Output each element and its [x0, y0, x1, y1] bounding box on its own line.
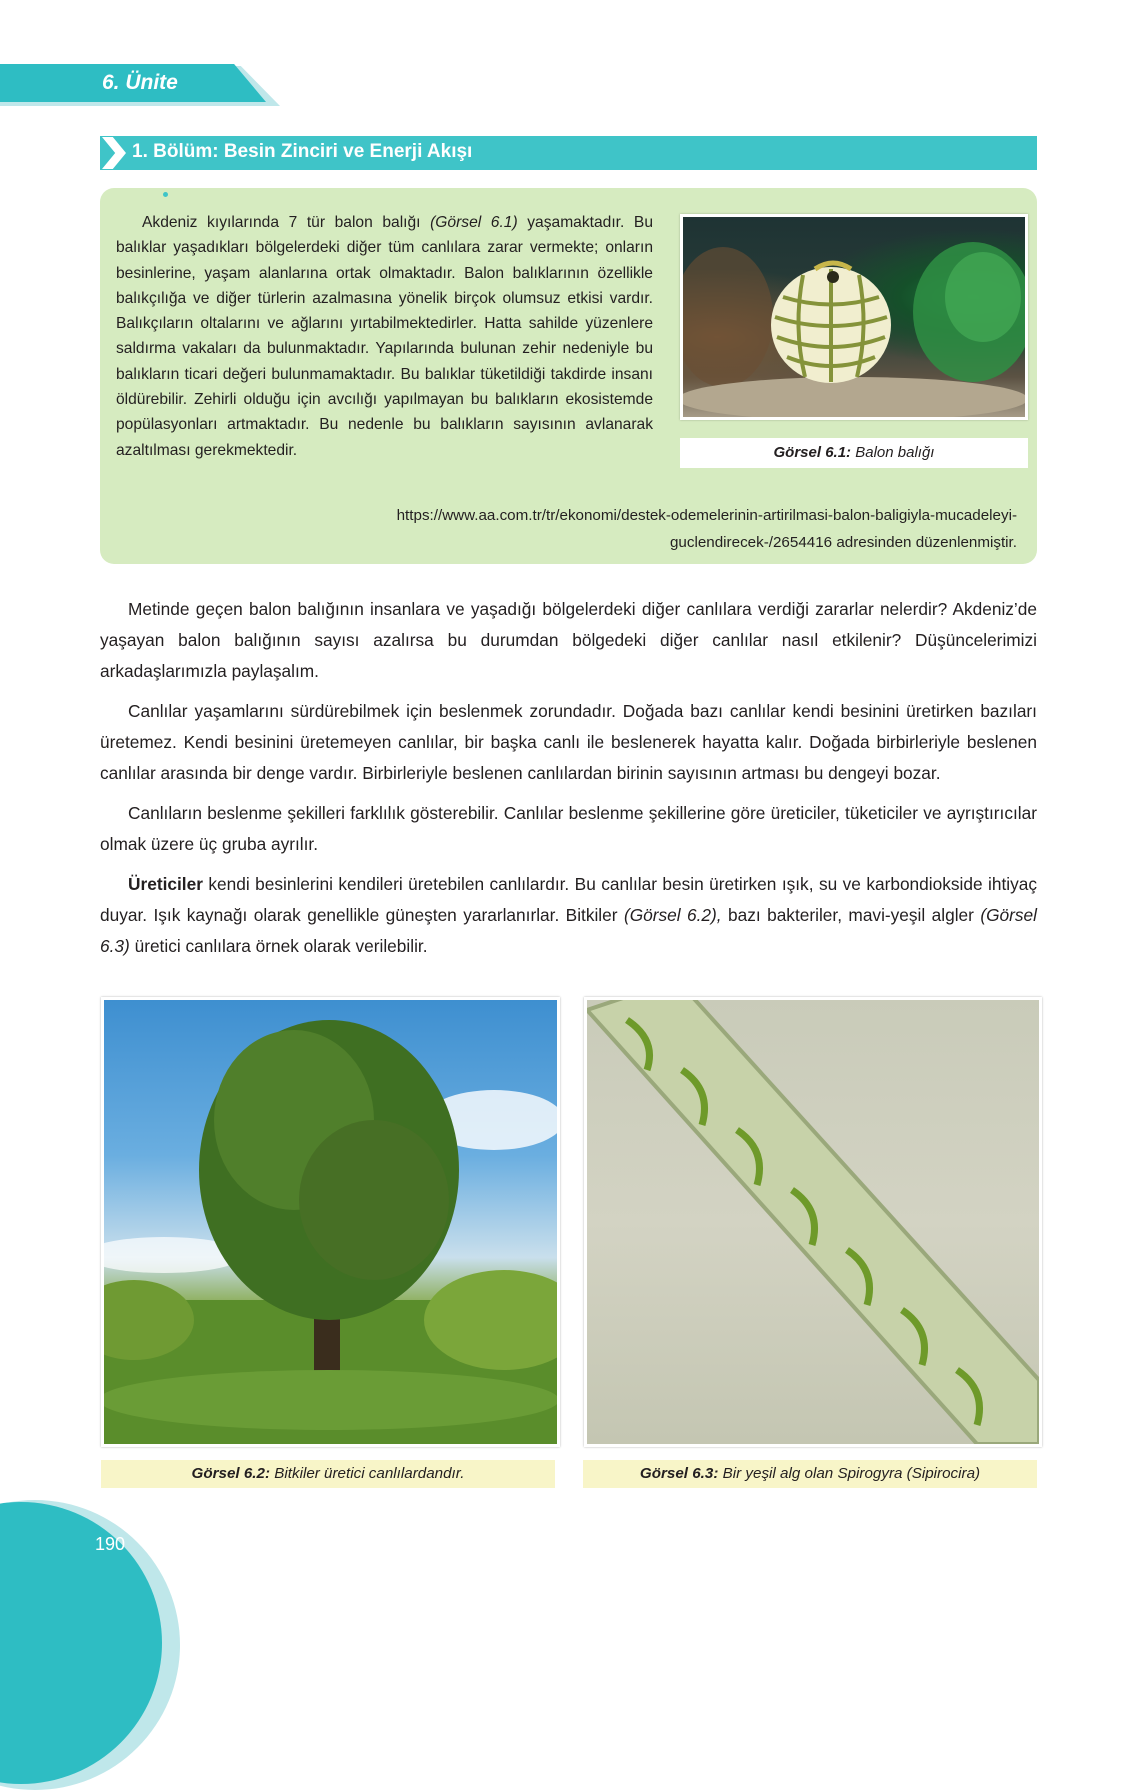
page-number: 190: [94, 1534, 126, 1554]
source-line-1: https://www.aa.com.tr/tr/ekonomi/destek-odemelerinin-artirilmasi-balon-baligiyla-mucadeleyi-: [396, 507, 1017, 524]
figure-6-2-ref: (Görsel 6.2),: [623, 905, 722, 925]
unit-tab: [0, 64, 285, 106]
figure-6-2-text: Bitkiler üretici canlılardandır.: [270, 1465, 465, 1482]
spirogyra-photo: [584, 997, 1042, 1447]
source-line-2: guclendirecek-/2654416 adresinden düzenlenmiştir.: [669, 534, 1017, 551]
reading-text-start: Akdeniz kıyılarında 7 tür balon balığı: [142, 214, 431, 231]
pufferfish-illustration: [683, 217, 1025, 417]
figure-6-3-ref: (Görsel 6.3): [100, 905, 1037, 956]
section-title: 1. Bölüm: Besin Zinciri ve Enerji Akışı: [132, 141, 473, 162]
reading-figure-ref: (Görsel 6.1): [430, 214, 518, 231]
source-citation: [280, 502, 1017, 556]
paragraph-1: Metinde geçen balon balığının insanlara ve yaşadığı bölgelerdeki diğer canlılara verdiği zararlar nelerdir? Akdeniz’de yaşayan balon balığının sayısı azalırsa bu durumdan bölgedeki diğer canlılar nasıl etkilenir? Düşüncelerimizi arkadaşlarımızla paylaşalım.: [100, 599, 1037, 681]
spirogyra-illustration: [587, 1000, 1039, 1444]
tree-illustration: [104, 1000, 557, 1444]
paragraph-4: [100, 869, 1037, 962]
figure-6-3-text: Bir yeşil alg olan Spirogyra (Sipirocira): [718, 1465, 981, 1482]
figure-6-1-label: Görsel 6.1:: [773, 444, 852, 461]
dot-marker: [163, 192, 168, 197]
figure-6-2-caption: [101, 1460, 555, 1488]
pufferfish-photo: [680, 214, 1028, 420]
main-text: [100, 594, 1037, 971]
tree-photo: [101, 997, 560, 1447]
figure-6-3-caption: [583, 1460, 1037, 1488]
producers-term: Üreticiler: [128, 874, 203, 894]
figure-6-2-label: Görsel 6.2:: [191, 1465, 271, 1482]
chevron-right-icon: [102, 137, 126, 169]
paragraph-4-part-c: üretici canlılara örnek olarak verilebilir.: [129, 936, 428, 956]
reading-box: [100, 188, 1037, 564]
reading-text: [116, 210, 653, 463]
unit-title: 6. Ünite: [102, 71, 178, 94]
paragraph-4-part-b: bazı bakteriler, mavi-yeşil algler: [721, 905, 981, 925]
figure-6-3-label: Görsel 6.3:: [639, 1465, 719, 1482]
figure-6-1-text: Balon balığı: [851, 444, 935, 461]
paragraph-2: Canlılar yaşamlarını sürdürebilmek için beslenmek zorundadır. Doğada bazı canlılar kendi besinini üretirken bazıları üretemez. Kendi besinini üretemeyen canlılar, bir başka canlı ile beslenerek hayatta kalır. Doğada birbirleriyle beslenen canlılar arasında bir denge vardır. Birbirleriyle beslenen canlılardan birinin sayısının artması bu dengeyi bozar.: [100, 701, 1037, 783]
paragraph-4-part-a: kendi besinlerini kendileri üretebilen canlılardır. Bu canlılar besin üretirken ışık, su ve karbondiokside ihtiyaç duyar. Işık kaynağı olarak genellikle güneşten yararlanırlar. Bitkiler: [100, 874, 1037, 925]
reading-text-rest: yaşamaktadır. Bu balıklar yaşadıkları bölgelerdeki diğer tüm canlılara zarar vermekte; onların besinlerine, yaşam alanlarına ortak olmaktadır. Balon balıklarının özellikle balıkçılığa ve diğer türlerin azalmasına yönelik birçok olumsuz etkisi vardır. Balıkçıların oltalarını ve ağlarını yırtabilmektedirler. Hatta sahilde yüzenlere saldırma vakaları da bulunmaktadır. Yapılarında bulunan zehir nedeniyle bu balıkların ticari değeri bulunmamaktadır. Bu balıklar tüketildiği takdirde insanı öldürebilir. Zehirli olduğu için avcılığı yapılmayan bu balıkların ekosistemde popülasyonları artmaktadır. Bu nedenle bu balıkların sayısının avlanarak azaltılması gerekmektedir.: [116, 214, 653, 459]
paragraph-3: Canlıların beslenme şekilleri farklılık gösterebilir. Canlılar beslenme şekillerine göre üreticiler, tüketiciler ve ayrıştırıcılar olmak üzere üç gruba ayrılır.: [100, 803, 1037, 854]
section-header: [100, 136, 1037, 170]
figure-6-1-caption: [680, 438, 1028, 468]
